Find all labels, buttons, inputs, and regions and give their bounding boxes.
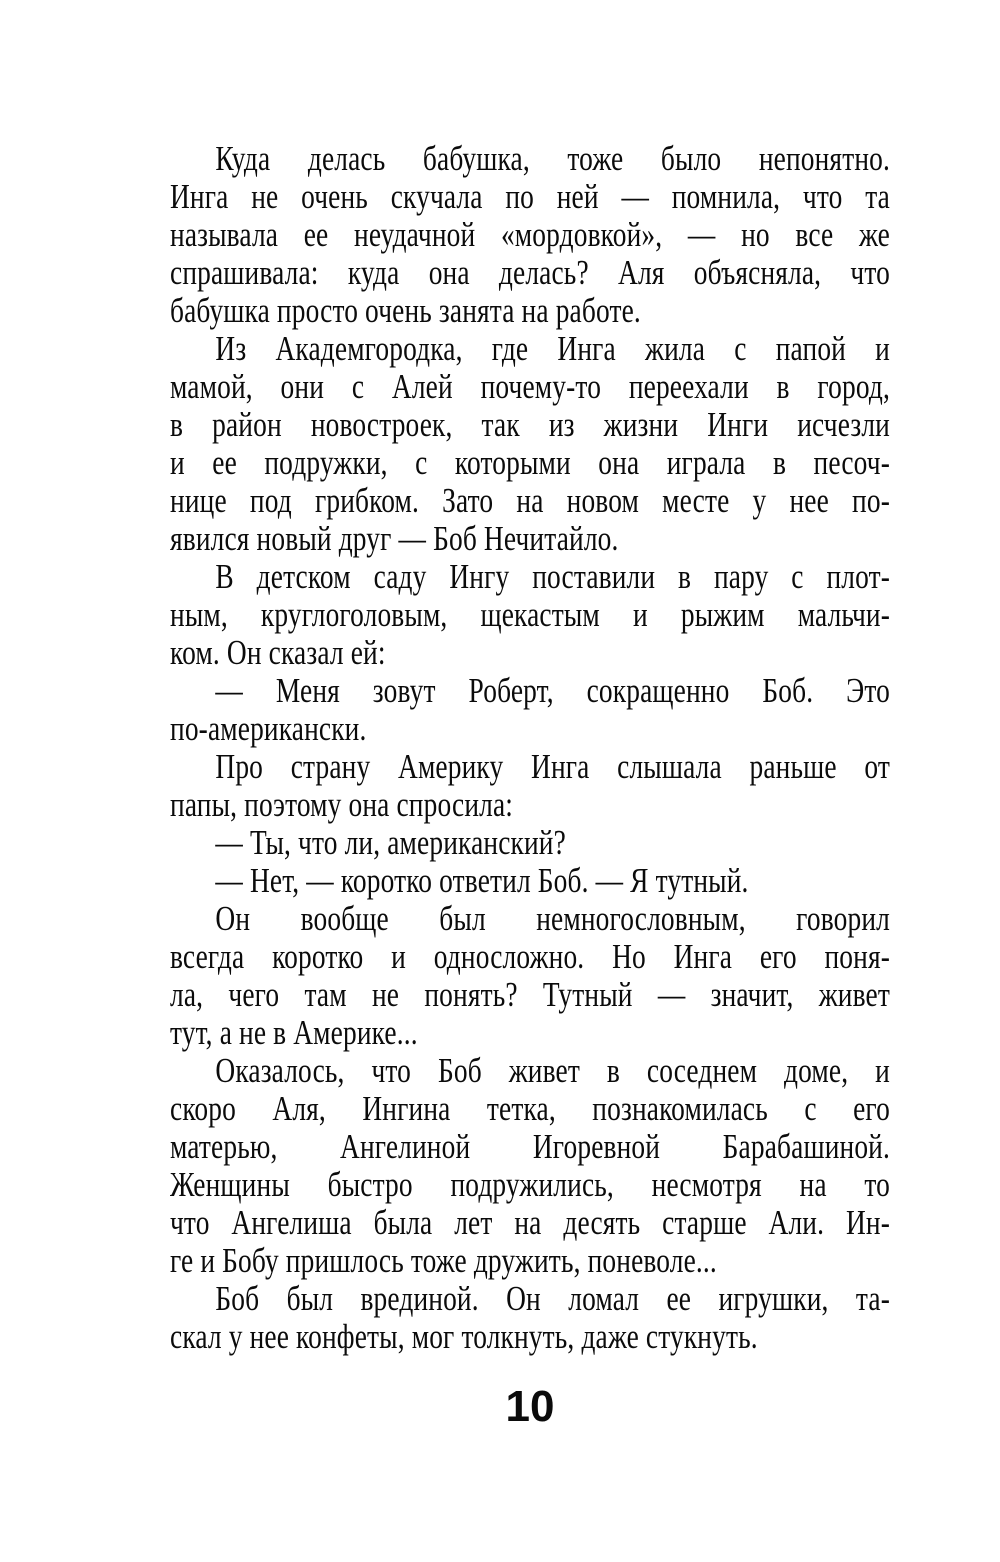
text-line: нице под грибком. Зато на новом месте у нее по- — [170, 481, 890, 520]
text-line: — Нет, — коротко ответил Боб. — Я тутный. — [215, 861, 749, 900]
text-line: ге и Бобу пришлось тоже дружить, поневоле... — [170, 1241, 717, 1280]
text-line: В детском саду Ингу поставили в пару с плот- — [215, 557, 890, 596]
text-line: — Меня зовут Роберт, сокращенно Боб. Это — [215, 671, 890, 710]
text-line: и ее подружки, с которыми она играла в песоч- — [170, 443, 890, 482]
text-line: Про страну Америку Инга слышала раньше от — [215, 747, 890, 786]
text-line: бабушка просто очень занята на работе. — [170, 291, 641, 330]
text-line: матерью, Ангелиной Игоревной Барабашиной. — [170, 1127, 890, 1166]
text-line: Оказалось, что Боб живет в соседнем доме, и — [215, 1051, 890, 1090]
text-line: скоро Аля, Ингина тетка, познакомилась с его — [170, 1089, 890, 1128]
text-line: спрашивала: куда она делась? Аля объясняла, что — [170, 253, 890, 292]
text-line: что Ангелиша была лет на десять старше Али. Ин- — [170, 1203, 890, 1242]
text-line: Женщины быстро подружились, несмотря на то — [170, 1165, 890, 1204]
text-line: — Ты, что ли, американский? — [215, 823, 566, 862]
text-line: в район новостроек, так из жизни Инги исчезли — [170, 405, 890, 444]
text-line: явился новый друг — Боб Нечитайло. — [170, 519, 619, 558]
text-line: папы, поэтому она спросила: — [170, 785, 514, 824]
text-line: Он вообще был немногословным, говорил — [215, 899, 890, 938]
text-line: по-американски. — [170, 709, 367, 748]
text-line: называла ее неудачной «мордовкой», — но все же — [170, 215, 890, 254]
text-block — [170, 140, 890, 1356]
text-line: всегда коротко и односложно. Но Инга его поня- — [170, 937, 890, 976]
text-line: тут, а не в Америке... — [170, 1013, 418, 1052]
text-line: ком. Он сказал ей: — [170, 633, 386, 672]
text-line: Боб был врединой. Он ломал ее игрушки, та- — [215, 1279, 890, 1318]
text-line: ным, круглоголовым, щекастым и рыжим мальчи- — [170, 595, 890, 634]
text-line: Куда делась бабушка, тоже было непонятно. — [215, 139, 890, 178]
page-number: 10 — [505, 1382, 555, 1431]
text-line: ла, чего там не понять? Тутный — значит, живет — [170, 975, 890, 1014]
text-line: Инга не очень скучала по ней — помнила, что та — [170, 177, 890, 216]
text-line: мамой, они с Алей почему-то переехали в город, — [170, 367, 890, 406]
text-line: Из Академгородка, где Инга жила с папой и — [215, 329, 890, 368]
text-line: скал у нее конфеты, мог толкнуть, даже стукнуть. — [170, 1317, 758, 1356]
